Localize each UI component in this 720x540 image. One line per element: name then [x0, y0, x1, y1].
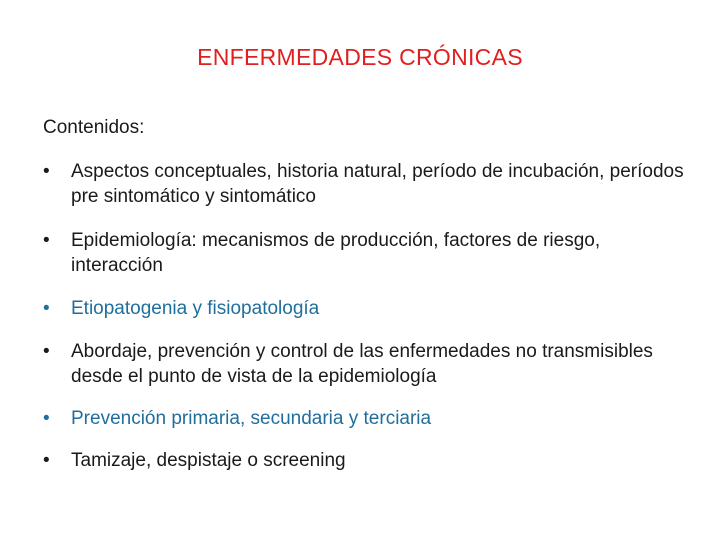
- bullet-text: Tamizaje, despistaje o screening: [71, 450, 346, 471]
- slide-title: ENFERMEDADES CRÓNICAS: [197, 44, 523, 70]
- bullet-item: [43, 159, 693, 209]
- bullet-text: Prevención primaria, secundaria y terciaria: [71, 408, 432, 429]
- bullet-marker: •: [43, 408, 50, 429]
- bullet-marker: •: [43, 298, 50, 319]
- slide-subtitle: Contenidos:: [43, 117, 145, 138]
- bullet-text: Aspectos conceptuales, historia natural, período de incubación, períodos pre sintomático y sintomático: [71, 161, 684, 207]
- bullet-marker: •: [43, 161, 50, 182]
- bullet-marker: •: [43, 450, 50, 471]
- bullet-item: [43, 448, 693, 473]
- bullet-marker: •: [43, 230, 50, 251]
- bullet-item: [43, 296, 693, 321]
- bullet-item: [43, 406, 693, 431]
- bullet-item: [43, 228, 693, 278]
- bullet-marker: •: [43, 341, 50, 362]
- bullet-text: Etiopatogenia y fisiopatología: [71, 298, 320, 319]
- bullet-item: [43, 339, 693, 389]
- bullet-text: Abordaje, prevención y control de las enfermedades no transmisibles desde el punto de vista de la epidemiología: [71, 341, 653, 387]
- bullet-text: Epidemiología: mecanismos de producción, factores de riesgo, interacción: [71, 230, 601, 276]
